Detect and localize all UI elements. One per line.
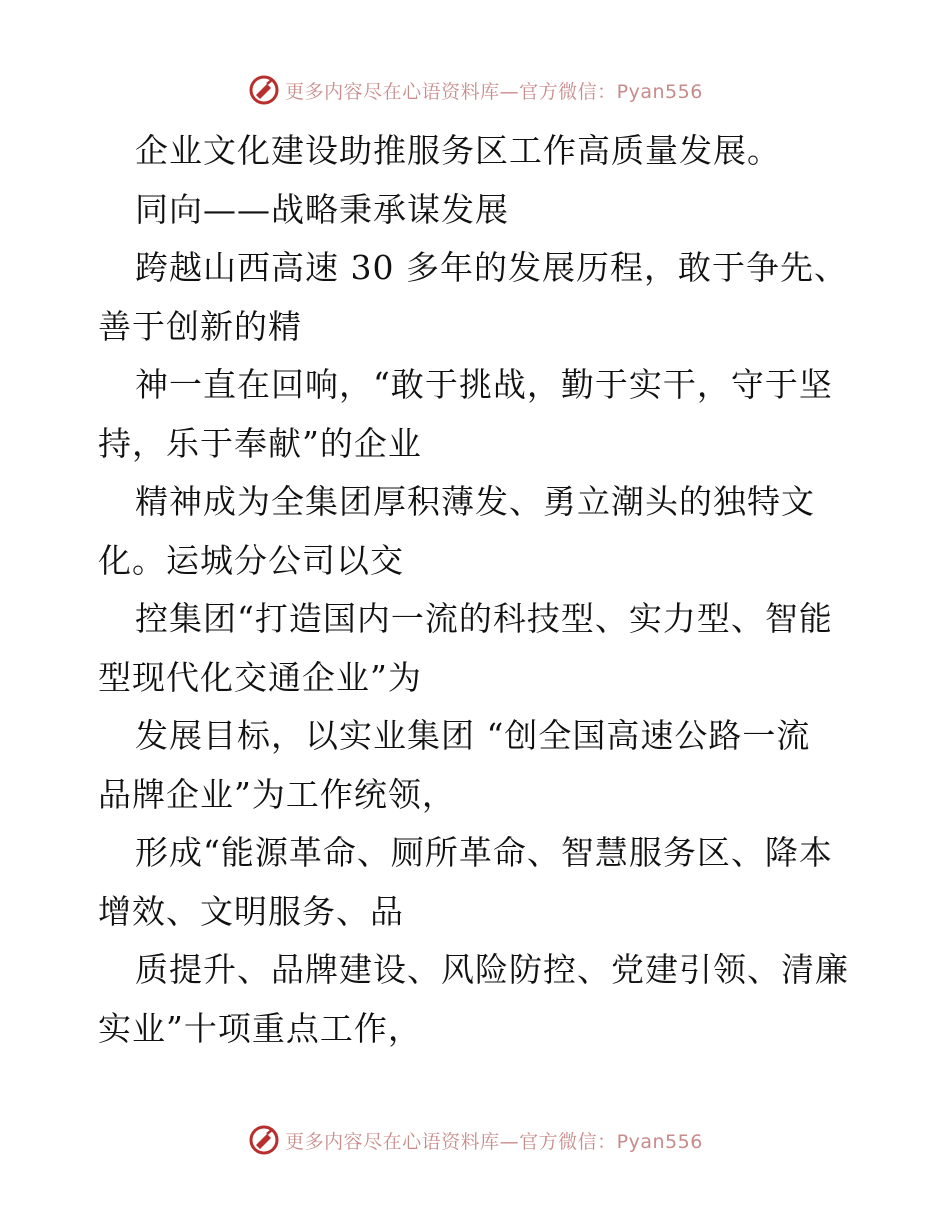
document-body [98, 122, 858, 1058]
text-line: 实业”十项重点工作， [98, 1008, 422, 1048]
text-line: 质提升、品牌建设、风险防控、党建引领、清廉 [135, 950, 849, 989]
header-watermark [0, 70, 950, 110]
text-line: 善于创新的精 [98, 306, 302, 346]
text-line: 精神成为全集团厚积薄发、勇立潮头的独特文 [135, 482, 815, 521]
text-line: 化。运城分公司以交 [98, 540, 404, 580]
footer-watermark [0, 1120, 950, 1160]
watermark-text: 更多内容尽在心语资料库—官方微信：Pyan556 [285, 1130, 703, 1153]
pen-logo-icon [247, 1123, 281, 1157]
text-line: 跨越山西高速 30 多年的发展历程，敢于争先、 [135, 248, 848, 287]
text-line: 型现代化交通企业”为 [98, 657, 422, 697]
pen-logo-icon [247, 73, 281, 107]
text-line: 神一直在回响，“敢于挑战，勤于实干，守于坚 [135, 365, 833, 404]
text-line: 同向——战略秉承谋发展 [135, 189, 509, 229]
text-line: 形成“能源革命、厕所革命、智慧服务区、降本 [135, 833, 833, 872]
text-line: 发展目标，以实业集团 “创全国高速公路一流 [135, 716, 811, 755]
text-line: 持，乐于奉献”的企业 [98, 423, 422, 463]
watermark-text: 更多内容尽在心语资料库—官方微信：Pyan556 [285, 80, 703, 103]
text-line: 品牌企业”为工作统领， [98, 774, 456, 814]
text-line: 企业文化建设助推服务区工作高质量发展。 [135, 131, 781, 170]
text-line: 增效、文明服务、品 [98, 891, 404, 931]
text-line: 控集团“打造国内一流的科技型、实力型、智能 [135, 599, 833, 638]
